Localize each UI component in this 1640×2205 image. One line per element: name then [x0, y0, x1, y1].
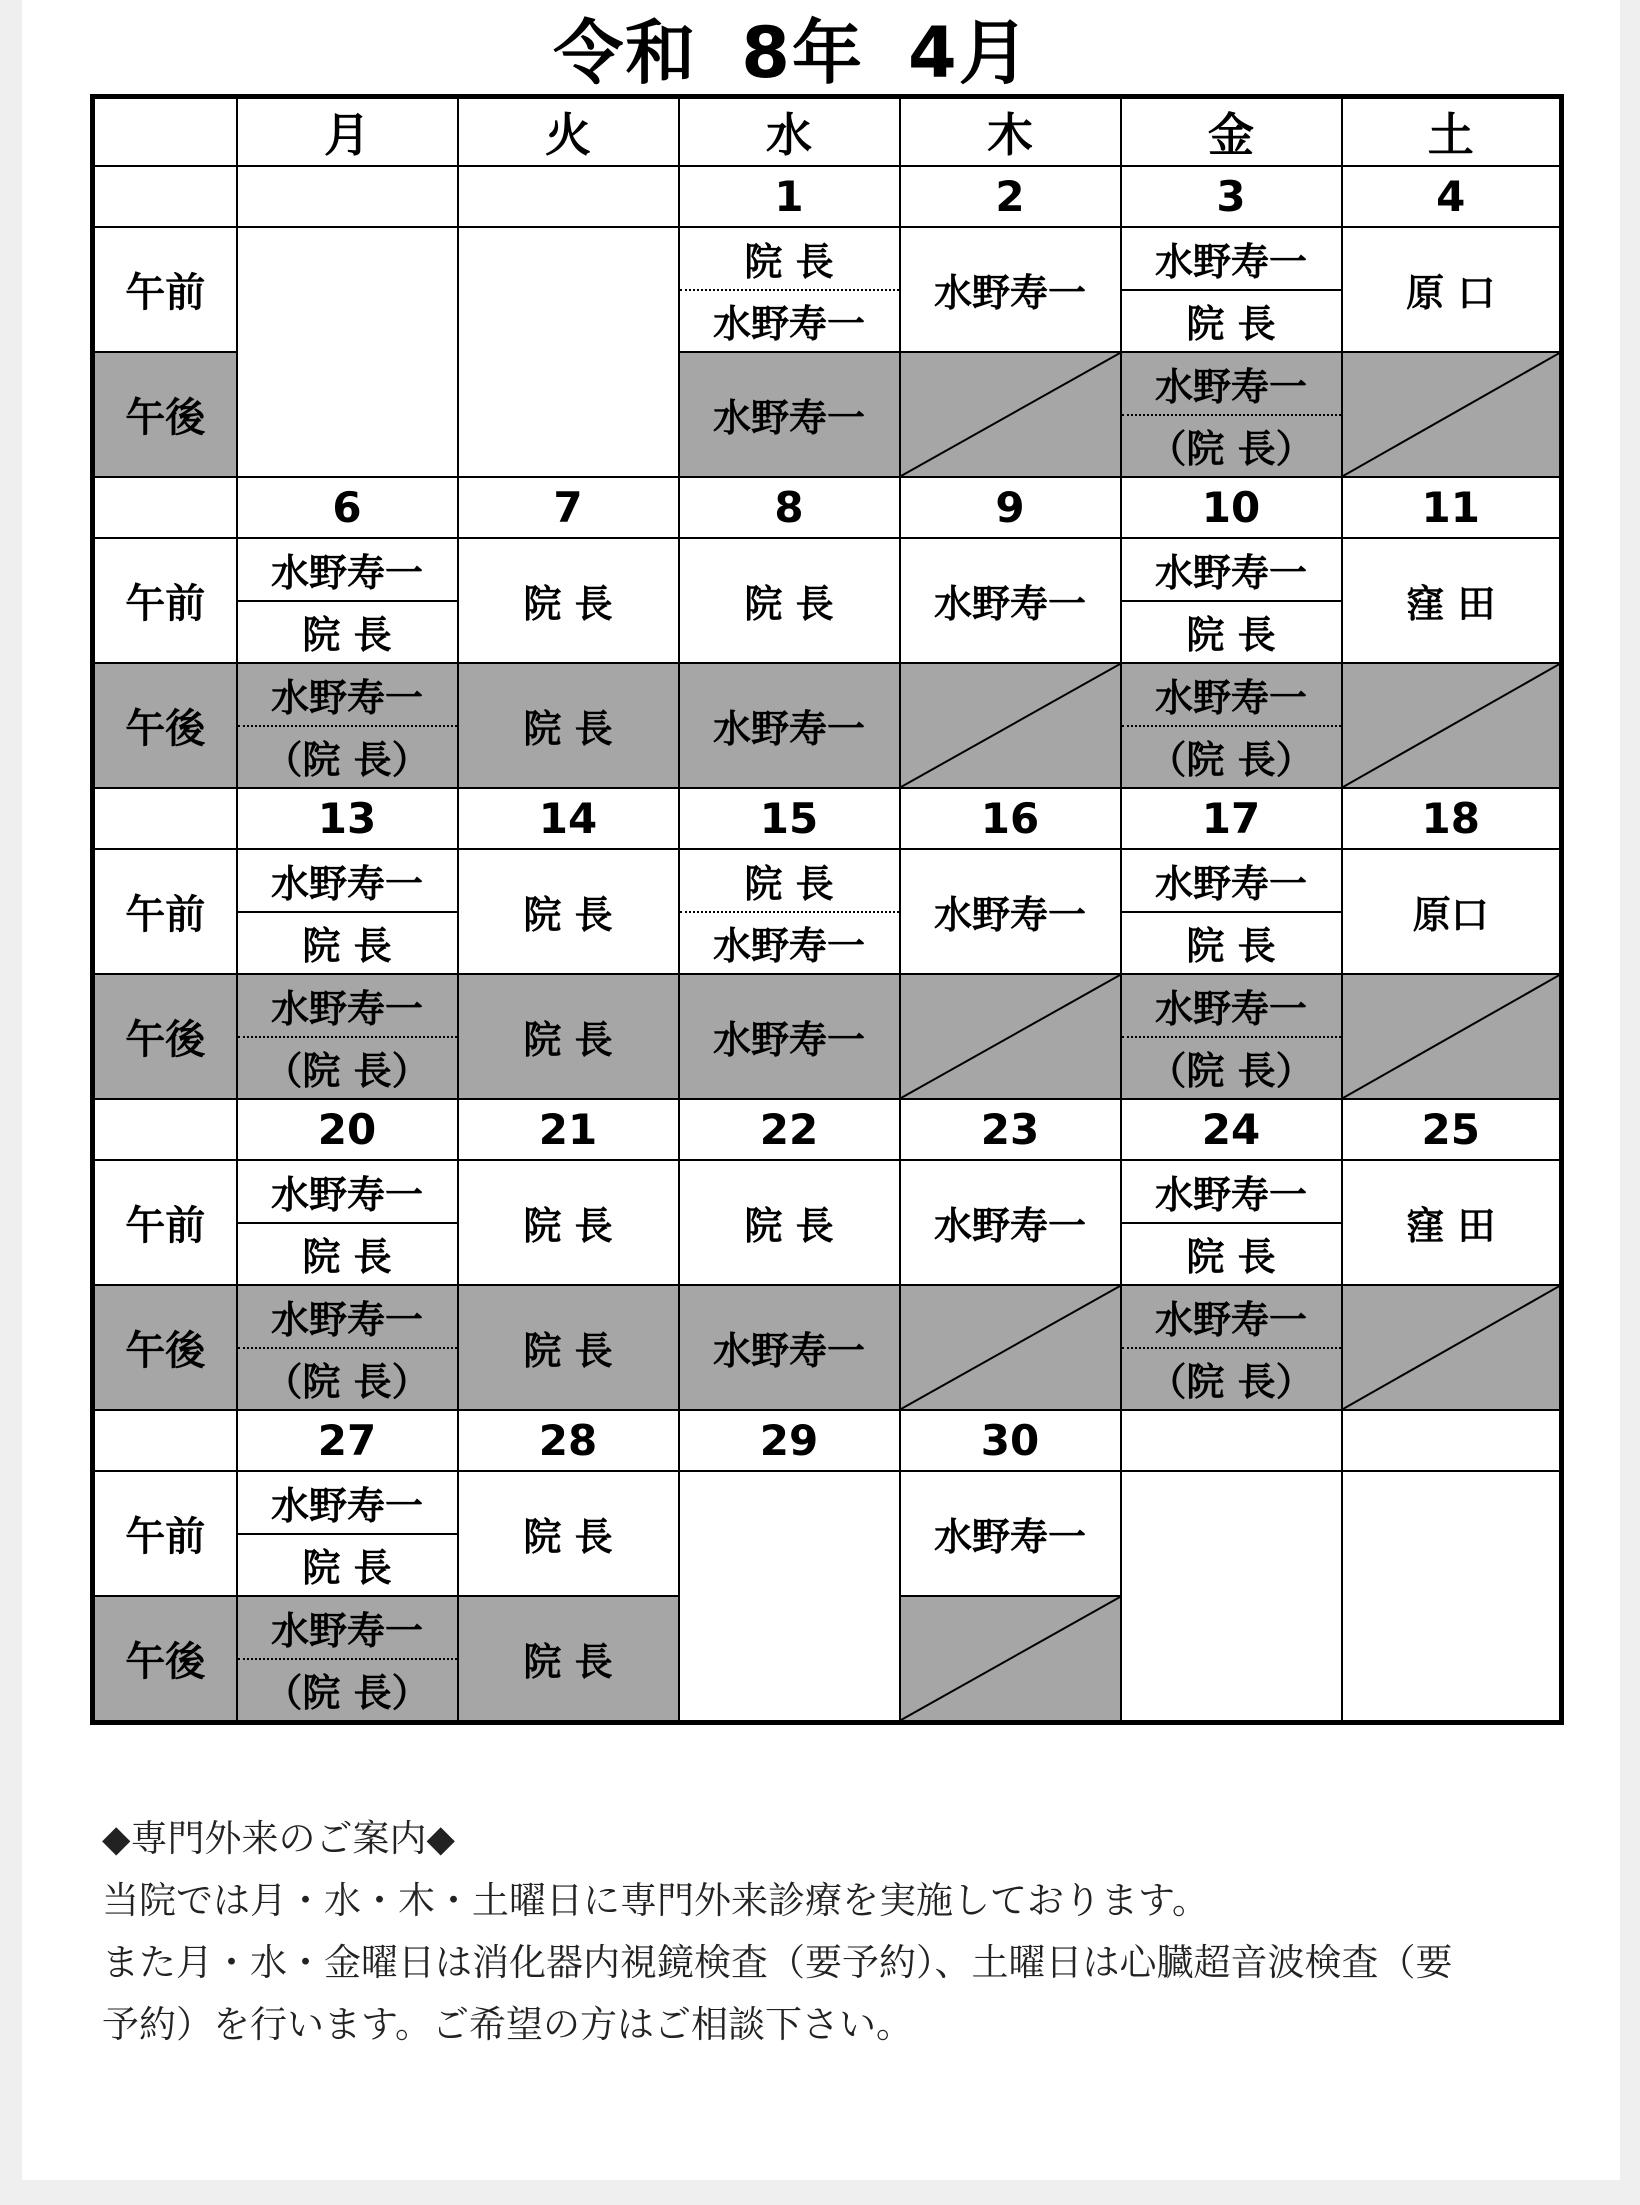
closed-slash-icon	[901, 975, 1120, 1098]
doctor-name: 水野寿一	[238, 664, 457, 727]
split-slot	[238, 1472, 457, 1595]
doctor-name: 院 長	[523, 1018, 613, 1062]
am-label: 午前	[93, 538, 237, 663]
page-title	[22, 8, 1562, 98]
date-cell	[1342, 1410, 1562, 1471]
date-cell: 24	[1121, 1099, 1342, 1160]
doctor-name: 院 長	[523, 1515, 613, 1559]
split-slot	[238, 539, 457, 662]
am-slot	[237, 849, 458, 974]
date-cell: 23	[900, 1099, 1121, 1160]
am-slot	[237, 1160, 458, 1285]
split-slot	[238, 664, 457, 787]
date-label-spacer	[93, 1099, 237, 1160]
doctor-name: 原 口	[1406, 271, 1496, 315]
doctor-name: 院 長	[523, 1640, 613, 1684]
doctor-name: 院 長	[302, 1546, 392, 1591]
date-cell: 27	[237, 1410, 458, 1471]
date-cell: 9	[900, 477, 1121, 538]
date-cell: 21	[458, 1099, 679, 1160]
doctor-name: 水野寿一	[933, 893, 1086, 937]
date-cell: 3	[1121, 166, 1342, 227]
doctor-name: 院 長	[523, 893, 613, 937]
doctor-name: 院 長	[744, 582, 834, 626]
empty-slot	[1121, 1471, 1342, 1723]
am-label: 午前	[93, 227, 237, 352]
date-cell: 17	[1121, 788, 1342, 849]
corner-cell	[93, 97, 237, 167]
doctor-name: 院 長	[523, 707, 613, 751]
pm-slot	[679, 974, 900, 1099]
doctor-name: 院 長	[302, 1235, 392, 1280]
split-slot	[1122, 975, 1341, 1098]
weekday-header: 火	[458, 97, 679, 167]
notes-line: 予約）を行います。ご希望の方はご相談下さい。	[102, 2003, 914, 2046]
schedule-table	[90, 94, 1564, 1725]
pm-slot	[458, 1285, 679, 1410]
am-slot	[1121, 227, 1342, 352]
pm-slot	[1342, 974, 1562, 1099]
doctor-name: 院 長	[744, 1204, 834, 1248]
date-cell: 13	[237, 788, 458, 849]
am-label: 午前	[93, 1160, 237, 1285]
weekday-header: 木	[900, 97, 1121, 167]
closed-slash-icon	[1343, 353, 1560, 476]
split-slot	[238, 1161, 457, 1284]
pm-row	[93, 663, 1562, 788]
date-cell: 11	[1342, 477, 1562, 538]
am-slot	[900, 849, 1121, 974]
doctor-name: 水野寿一	[1122, 228, 1341, 291]
am-slot	[679, 849, 900, 974]
date-cell: 25	[1342, 1099, 1562, 1160]
doctor-name: （院 長）	[264, 738, 430, 783]
doctor-name: 水野寿一	[238, 1597, 457, 1660]
am-slot	[237, 538, 458, 663]
pm-label: 午後	[93, 974, 237, 1099]
date-row	[93, 788, 1562, 849]
pm-slot	[237, 1285, 458, 1410]
title-year: 8年	[741, 12, 864, 94]
date-cell	[1121, 1410, 1342, 1471]
date-cell: 22	[679, 1099, 900, 1160]
am-slot	[458, 849, 679, 974]
doctor-name: 水野寿一	[1122, 975, 1341, 1038]
date-row	[93, 1099, 1562, 1160]
date-cell: 14	[458, 788, 679, 849]
pm-slot	[1121, 1285, 1342, 1410]
title-month: 4月	[908, 12, 1031, 94]
doctor-name: 原口	[1412, 893, 1489, 937]
date-cell: 28	[458, 1410, 679, 1471]
doctor-name: 水野寿一	[238, 1286, 457, 1349]
pm-slot	[679, 1285, 900, 1410]
weekday-header-row	[93, 97, 1562, 167]
doctor-name: 水野寿一	[1122, 1161, 1341, 1224]
split-slot	[238, 1286, 457, 1409]
doctor-name: 窪 田	[1406, 1204, 1496, 1248]
date-row	[93, 477, 1562, 538]
am-slot	[1342, 849, 1562, 974]
date-cell: 18	[1342, 788, 1562, 849]
doctor-name: 院 長	[1186, 302, 1276, 347]
closed-slash-icon	[901, 1597, 1120, 1720]
date-cell: 16	[900, 788, 1121, 849]
weekday-header: 土	[1342, 97, 1562, 167]
doctor-name: 院 長	[523, 1329, 613, 1373]
pm-slot	[1121, 352, 1342, 477]
pm-slot	[237, 663, 458, 788]
doctor-name: 水野寿一	[238, 539, 457, 602]
date-label-spacer	[93, 1410, 237, 1471]
closed-slash-icon	[901, 1286, 1120, 1409]
am-row	[93, 1160, 1562, 1285]
schedule-sheet	[22, 0, 1620, 2180]
doctor-name: 水野寿一	[712, 302, 865, 347]
doctor-name: 水野寿一	[1122, 1286, 1341, 1349]
date-cell: 15	[679, 788, 900, 849]
date-cell: 10	[1121, 477, 1342, 538]
am-label: 午前	[93, 849, 237, 974]
doctor-name: 院 長	[302, 613, 392, 658]
am-slot	[1342, 538, 1562, 663]
date-row	[93, 166, 1562, 227]
pm-label: 午後	[93, 1285, 237, 1410]
closed-slash-icon	[901, 353, 1120, 476]
date-cell: 8	[679, 477, 900, 538]
pm-slot	[458, 974, 679, 1099]
closed-slash-icon	[901, 664, 1120, 787]
am-slot	[1342, 227, 1562, 352]
doctor-name: 院 長	[680, 850, 899, 913]
split-slot	[238, 850, 457, 973]
notes-line: 当院では月・水・木・土曜日に専門外来診療を実施しております。	[102, 1879, 1210, 1922]
pm-slot	[900, 1285, 1121, 1410]
am-slot	[679, 1160, 900, 1285]
doctor-name: 水野寿一	[933, 1515, 1086, 1559]
am-row	[93, 1471, 1562, 1596]
split-slot	[1122, 1286, 1341, 1409]
doctor-name: 院 長	[523, 1204, 613, 1248]
doctor-name: 水野寿一	[933, 1204, 1086, 1248]
empty-slot	[679, 1471, 900, 1723]
am-slot	[900, 1160, 1121, 1285]
date-cell: 2	[900, 166, 1121, 227]
pm-label: 午後	[93, 1596, 237, 1723]
doctor-name: 水野寿一	[238, 1472, 457, 1535]
doctor-name: 院 長	[1186, 1235, 1276, 1280]
am-slot	[458, 1471, 679, 1596]
doctor-name: 水野寿一	[933, 582, 1086, 626]
weekday-header: 水	[679, 97, 900, 167]
doctor-name: 水野寿一	[1122, 539, 1341, 602]
pm-label: 午後	[93, 352, 237, 477]
pm-slot	[237, 974, 458, 1099]
empty-slot	[237, 227, 458, 477]
doctor-name: 院 長	[302, 924, 392, 969]
doctor-name: 院 長	[523, 582, 613, 626]
doctor-name: 水野寿一	[1122, 850, 1341, 913]
date-cell: 7	[458, 477, 679, 538]
pm-slot	[458, 663, 679, 788]
date-cell: 1	[679, 166, 900, 227]
doctor-name: （院 長）	[1148, 738, 1314, 783]
am-slot	[1121, 849, 1342, 974]
am-slot	[900, 1471, 1121, 1596]
pm-row	[93, 974, 1562, 1099]
closed-slash-icon	[1343, 1286, 1560, 1409]
doctor-name: （院 長）	[1148, 1360, 1314, 1405]
split-slot	[1122, 353, 1341, 476]
notes-line: また月・水・金曜日は消化器内視鏡検査（要予約）、土曜日は心臓超音波検査（要	[102, 1941, 1453, 1984]
am-slot	[237, 1471, 458, 1596]
doctor-name: 院 長	[1186, 613, 1276, 658]
am-slot	[458, 1160, 679, 1285]
date-cell: 30	[900, 1410, 1121, 1471]
doctor-name: 水野寿一	[238, 850, 457, 913]
split-slot	[1122, 539, 1341, 662]
pm-slot	[679, 663, 900, 788]
doctor-name: 院 長	[1186, 924, 1276, 969]
am-slot	[458, 538, 679, 663]
am-slot	[1121, 1160, 1342, 1285]
pm-slot	[900, 1596, 1121, 1723]
date-cell	[458, 166, 679, 227]
doctor-name: 水野寿一	[712, 1018, 865, 1062]
pm-slot	[1121, 663, 1342, 788]
closed-slash-icon	[1343, 975, 1560, 1098]
doctor-name: 水野寿一	[238, 1161, 457, 1224]
split-slot	[1122, 664, 1341, 787]
weekday-header: 金	[1121, 97, 1342, 167]
pm-slot	[1342, 663, 1562, 788]
doctor-name: （院 長）	[264, 1671, 430, 1716]
date-cell: 4	[1342, 166, 1562, 227]
date-row	[93, 1410, 1562, 1471]
doctor-name: 水野寿一	[1122, 353, 1341, 416]
pm-slot	[237, 1596, 458, 1723]
doctor-name: （院 長）	[264, 1049, 430, 1094]
pm-slot	[679, 352, 900, 477]
date-cell: 29	[679, 1410, 900, 1471]
doctor-name: 水野寿一	[238, 975, 457, 1038]
doctor-name: 院 長	[680, 228, 899, 291]
doctor-name: 水野寿一	[1122, 664, 1341, 727]
am-row	[93, 538, 1562, 663]
date-cell	[237, 166, 458, 227]
pm-slot	[1121, 974, 1342, 1099]
date-cell: 6	[237, 477, 458, 538]
pm-slot	[1342, 1285, 1562, 1410]
am-slot	[1121, 538, 1342, 663]
doctor-name: （院 長）	[1148, 1049, 1314, 1094]
closed-slash-icon	[1343, 664, 1560, 787]
pm-slot	[458, 1596, 679, 1723]
pm-slot	[1342, 352, 1562, 477]
split-slot	[680, 228, 899, 351]
doctor-name: 窪 田	[1406, 582, 1496, 626]
am-slot	[679, 227, 900, 352]
am-slot	[900, 227, 1121, 352]
pm-label: 午後	[93, 663, 237, 788]
doctor-name: （院 長）	[1148, 427, 1314, 472]
split-slot	[1122, 1161, 1341, 1284]
split-slot	[238, 1597, 457, 1720]
weekday-header: 月	[237, 97, 458, 167]
pm-slot	[900, 352, 1121, 477]
notes-section	[102, 1808, 1522, 2056]
am-row	[93, 227, 1562, 352]
date-label-spacer	[93, 477, 237, 538]
empty-slot	[458, 227, 679, 477]
date-label-spacer	[93, 788, 237, 849]
title-era: 令和	[553, 12, 698, 94]
split-slot	[680, 850, 899, 973]
am-slot	[1342, 1160, 1562, 1285]
am-slot	[679, 538, 900, 663]
split-slot	[238, 975, 457, 1098]
am-label: 午前	[93, 1471, 237, 1596]
am-slot	[900, 538, 1121, 663]
doctor-name: 水野寿一	[712, 1329, 865, 1373]
doctor-name: 水野寿一	[712, 924, 865, 969]
notes-heading: ◆専門外来のご案内◆	[102, 1817, 455, 1860]
date-cell: 20	[237, 1099, 458, 1160]
empty-slot	[1342, 1471, 1562, 1723]
pm-slot	[900, 974, 1121, 1099]
pm-slot	[900, 663, 1121, 788]
doctor-name: 水野寿一	[712, 707, 865, 751]
am-row	[93, 849, 1562, 974]
date-label-spacer	[93, 166, 237, 227]
pm-row	[93, 1285, 1562, 1410]
doctor-name: （院 長）	[264, 1360, 430, 1405]
split-slot	[1122, 228, 1341, 351]
doctor-name: 水野寿一	[712, 396, 865, 440]
split-slot	[1122, 850, 1341, 973]
doctor-name: 水野寿一	[933, 271, 1086, 315]
